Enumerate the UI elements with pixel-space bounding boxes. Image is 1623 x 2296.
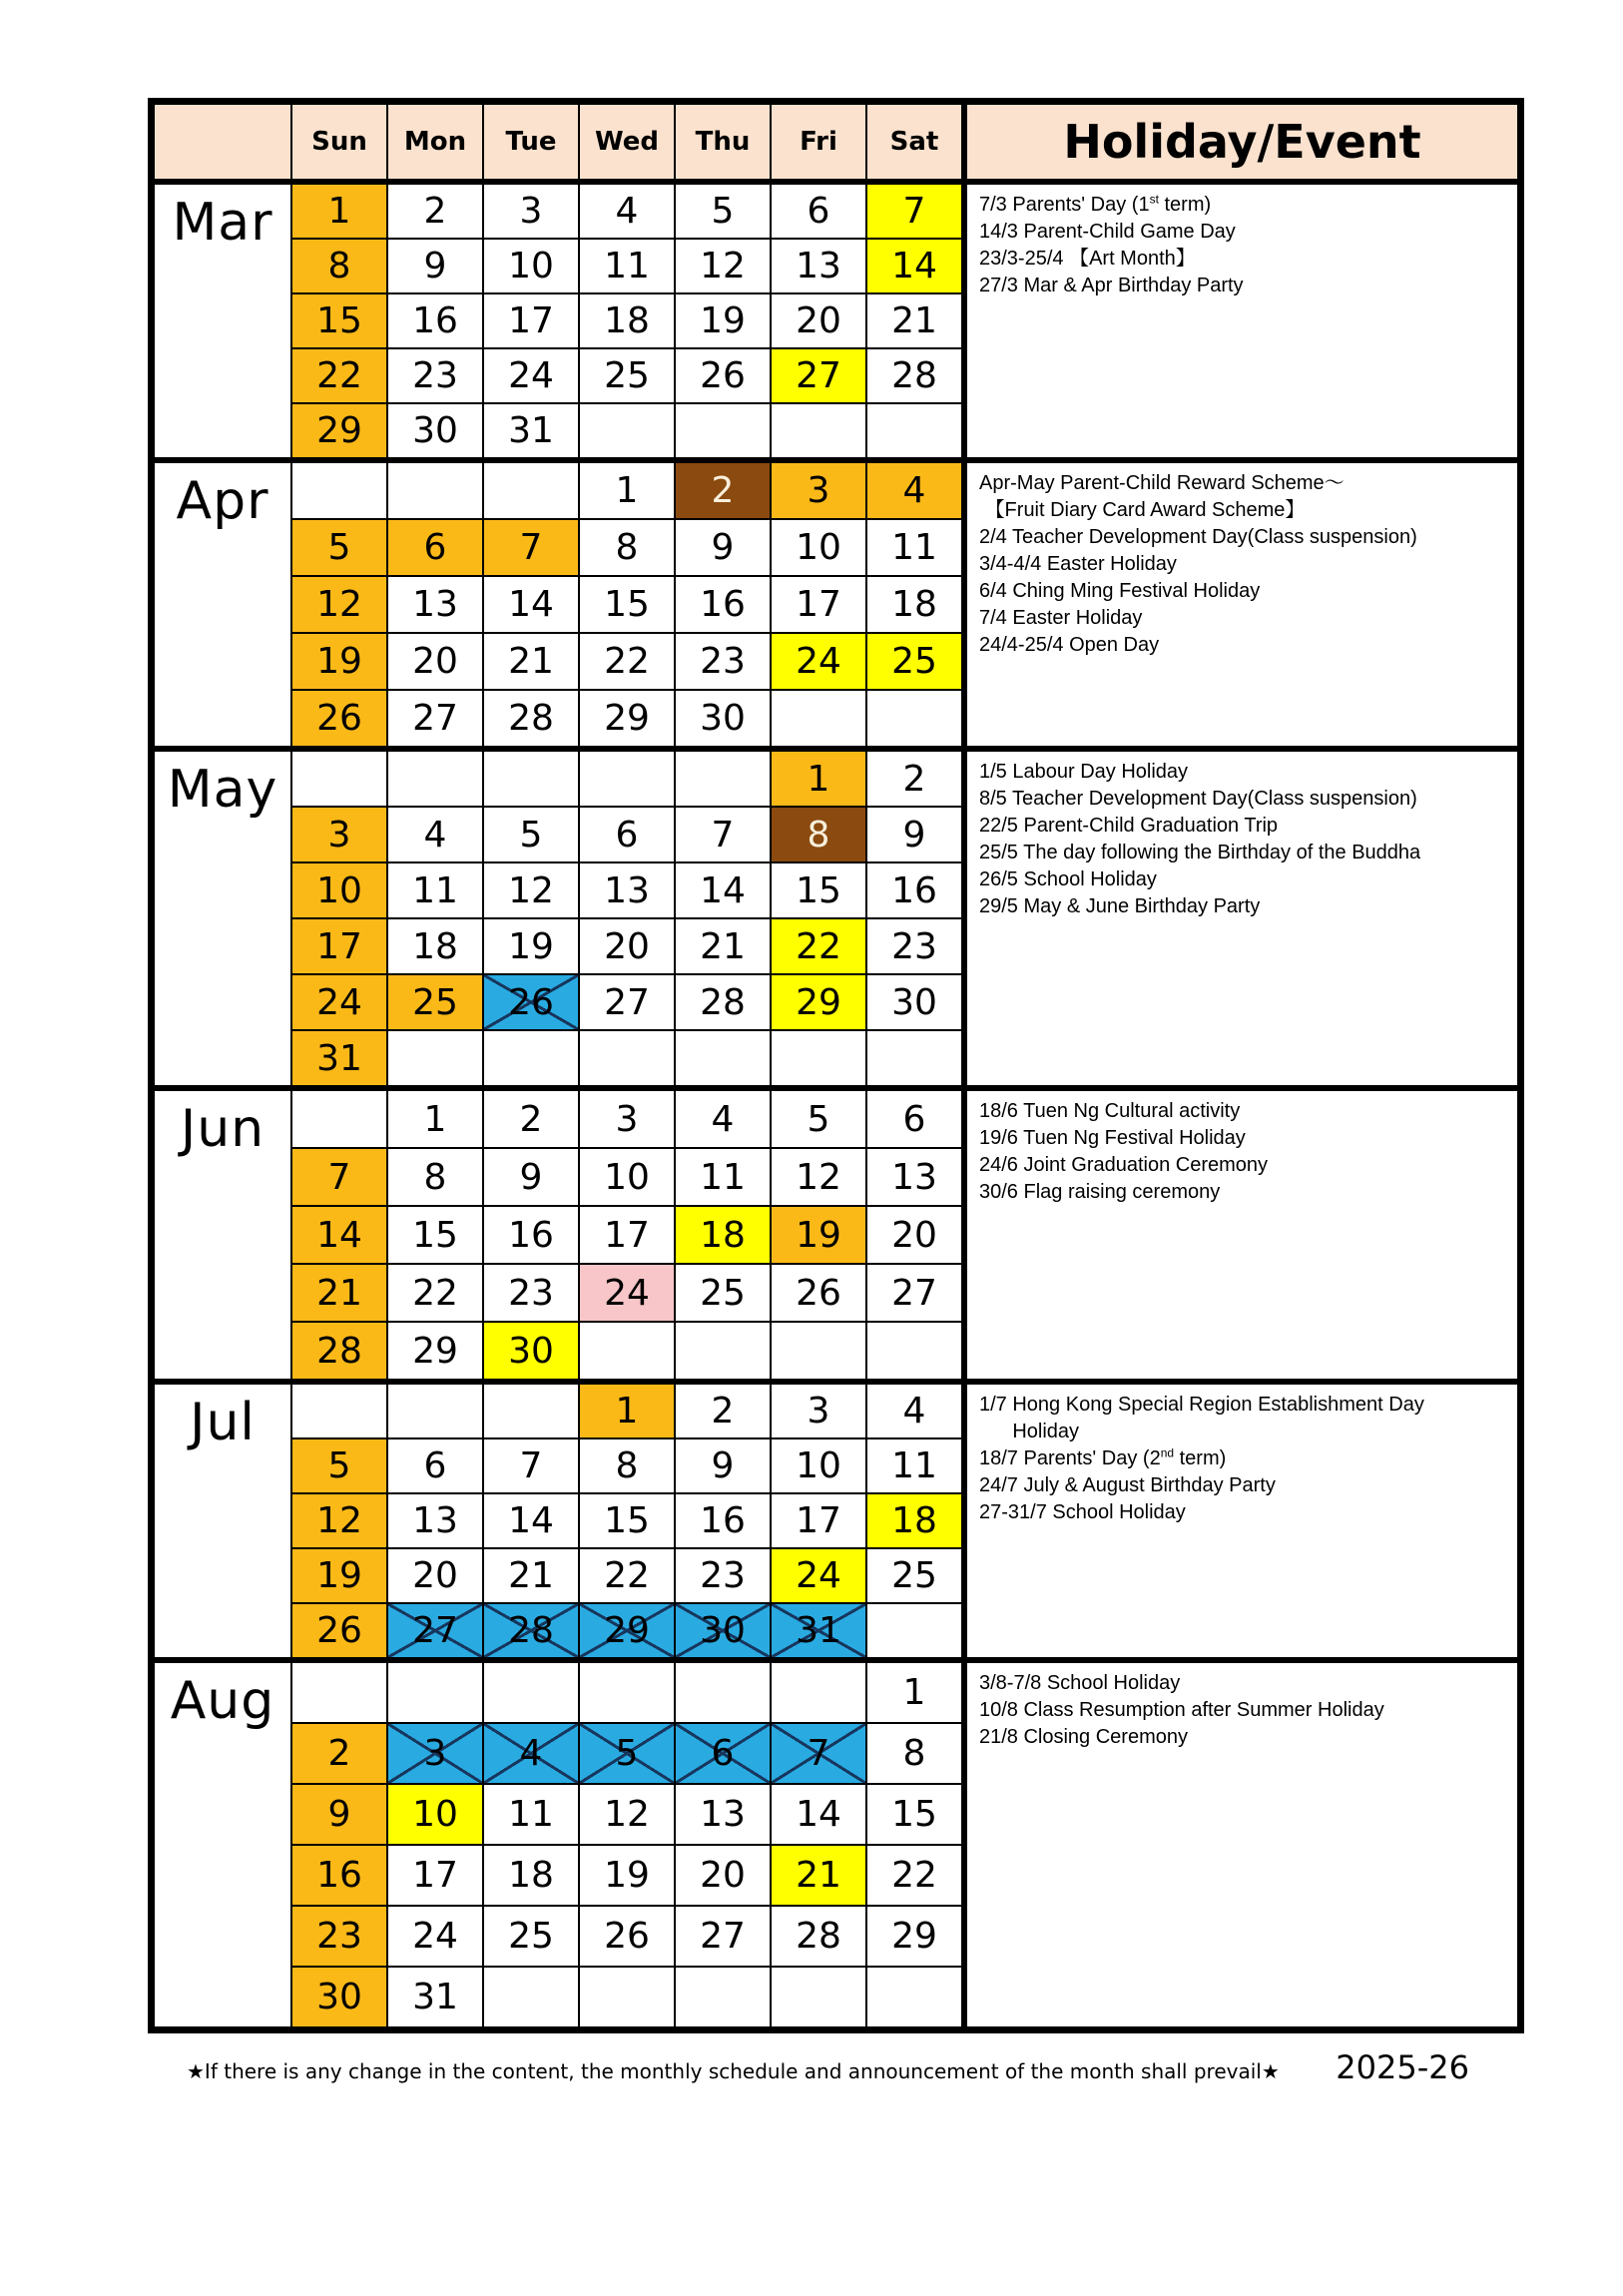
event-line: 3/8-7/8 School Holiday	[979, 1672, 1181, 1694]
empty-cell	[676, 1323, 770, 1379]
empty-cell	[388, 463, 482, 518]
weekday-header-tue: Tue	[484, 105, 578, 179]
empty-cell	[388, 752, 482, 806]
day-cell: 22	[580, 1549, 674, 1602]
month-label: Apr	[155, 463, 290, 746]
day-cell: 17	[580, 1207, 674, 1263]
day-cell: 14	[676, 863, 770, 917]
day-cell: 31	[484, 404, 578, 457]
event-line: 30/6 Flag raising ceremony	[979, 1181, 1221, 1203]
day-cell: 12	[292, 1494, 386, 1547]
day-cell: 12	[580, 1785, 674, 1844]
day-cell: 9	[676, 1439, 770, 1492]
month-label: May	[155, 752, 290, 1085]
day-cell: 12	[676, 240, 770, 292]
day-cell: 30	[867, 975, 961, 1029]
weekday-header-sun: Sun	[292, 105, 386, 179]
events-cell	[963, 185, 1517, 457]
day-cell: 9	[867, 808, 961, 861]
day-cell: 16	[292, 1846, 386, 1905]
day-cell: 12	[484, 863, 578, 917]
school-year: 2025-26	[1336, 2048, 1469, 2086]
day-cell: 28	[772, 1907, 865, 1966]
event-line: 3/4-4/4 Easter Holiday	[979, 553, 1177, 575]
day-cell: 31	[772, 1604, 865, 1657]
event-line: 29/5 May & June Birthday Party	[979, 895, 1261, 917]
month-label: Jul	[155, 1385, 290, 1657]
day-cell: 5	[292, 1439, 386, 1492]
day-cell: 23	[292, 1907, 386, 1966]
day-cell: 31	[388, 1968, 482, 2026]
day-cell: 6	[867, 1091, 961, 1147]
empty-cell	[580, 1968, 674, 2026]
day-cell: 23	[867, 919, 961, 973]
empty-cell	[676, 1968, 770, 2026]
day-cell: 14	[772, 1785, 865, 1844]
day-cell: 3	[484, 185, 578, 238]
event-line: 1/5 Labour Day Holiday	[979, 761, 1189, 783]
day-cell: 7	[867, 185, 961, 238]
empty-cell	[580, 1663, 674, 1722]
day-cell: 24	[292, 975, 386, 1029]
day-cell: 9	[292, 1785, 386, 1844]
day-cell: 25	[867, 1549, 961, 1602]
day-cell: 22	[772, 919, 865, 973]
day-cell: 2	[484, 1091, 578, 1147]
day-cell: 2	[292, 1724, 386, 1783]
day-cell: 6	[772, 185, 865, 238]
day-cell: 8	[580, 520, 674, 575]
month-section-mar	[155, 185, 1517, 463]
day-cell: 20	[580, 919, 674, 973]
event-line: 27/3 Mar & Apr Birthday Party	[979, 275, 1244, 296]
day-cell: 19	[292, 1549, 386, 1602]
day-cell: 9	[388, 240, 482, 292]
day-cell: 30	[292, 1968, 386, 2026]
empty-cell	[292, 752, 386, 806]
day-cell: 25	[867, 634, 961, 689]
day-cell: 9	[484, 1149, 578, 1205]
day-cell: 30	[484, 1323, 578, 1379]
events-cell	[963, 463, 1517, 746]
empty-cell	[292, 463, 386, 518]
empty-cell	[388, 1031, 482, 1085]
day-cell: 29	[580, 691, 674, 746]
day-cell: 24	[388, 1907, 482, 1966]
day-cell: 22	[867, 1846, 961, 1905]
event-line: 7/4 Easter Holiday	[979, 607, 1143, 629]
day-cell: 11	[867, 520, 961, 575]
day-cell: 1	[580, 463, 674, 518]
event-line: 21/8 Closing Ceremony	[979, 1726, 1188, 1748]
day-cell: 23	[676, 634, 770, 689]
day-cell: 29	[772, 975, 865, 1029]
day-cell: 23	[484, 1265, 578, 1321]
footer	[187, 2048, 1469, 2086]
empty-cell	[388, 1663, 482, 1722]
event-line: 25/5 The day following the Birthday of the Buddha	[979, 842, 1421, 863]
day-cell: 23	[388, 349, 482, 402]
day-cell: 18	[484, 1846, 578, 1905]
day-cell: 21	[292, 1265, 386, 1321]
day-cell: 29	[292, 404, 386, 457]
day-cell: 24	[580, 1265, 674, 1321]
empty-cell	[484, 1663, 578, 1722]
day-cell: 4	[676, 1091, 770, 1147]
day-cell: 3	[388, 1724, 482, 1783]
day-cell: 22	[580, 634, 674, 689]
day-cell: 6	[676, 1724, 770, 1783]
day-cell: 8	[867, 1724, 961, 1783]
events-cell	[963, 1385, 1517, 1657]
day-cell: 28	[676, 975, 770, 1029]
day-cell: 11	[867, 1439, 961, 1492]
empty-cell	[867, 1604, 961, 1657]
day-cell: 21	[772, 1846, 865, 1905]
event-line: 2/4 Teacher Development Day(Class suspension)	[979, 526, 1417, 548]
day-cell: 19	[580, 1846, 674, 1905]
event-line: 24/7 July & August Birthday Party	[979, 1474, 1276, 1496]
empty-cell	[580, 1031, 674, 1085]
weekday-header-fri: Fri	[772, 105, 865, 179]
months-container	[155, 185, 1517, 2026]
day-cell: 26	[484, 975, 578, 1029]
day-cell: 10	[484, 240, 578, 292]
weekday-header-sat: Sat	[867, 105, 961, 179]
day-cell: 16	[676, 1494, 770, 1547]
day-cell: 5	[580, 1724, 674, 1783]
day-cell: 21	[484, 1549, 578, 1602]
empty-cell	[867, 1031, 961, 1085]
day-cell: 20	[388, 1549, 482, 1602]
day-cell: 29	[580, 1604, 674, 1657]
empty-cell	[484, 1968, 578, 2026]
event-line: 23/3-25/4 【Art Month】	[979, 248, 1196, 270]
day-cell: 25	[676, 1265, 770, 1321]
corner-cell	[155, 105, 290, 179]
day-cell: 13	[867, 1149, 961, 1205]
event-line: 1/7 Hong Kong Special Region Establishment Day	[979, 1394, 1424, 1416]
day-cell: 20	[772, 294, 865, 347]
day-cell: 15	[772, 863, 865, 917]
day-cell: 21	[676, 919, 770, 973]
day-cell: 1	[772, 752, 865, 806]
day-cell: 13	[388, 577, 482, 632]
day-cell: 14	[867, 240, 961, 292]
day-cell: 24	[772, 634, 865, 689]
day-cell: 18	[867, 577, 961, 632]
day-cell: 10	[388, 1785, 482, 1844]
empty-cell	[867, 404, 961, 457]
day-cell: 18	[580, 294, 674, 347]
day-cell: 5	[772, 1091, 865, 1147]
day-cell: 10	[292, 863, 386, 917]
day-cell: 21	[867, 294, 961, 347]
event-line: 24/6 Joint Graduation Ceremony	[979, 1154, 1269, 1176]
events-cell	[963, 1091, 1517, 1379]
day-cell: 17	[292, 919, 386, 973]
day-cell: 1	[580, 1385, 674, 1437]
event-line: 10/8 Class Resumption after Summer Holiday	[979, 1699, 1384, 1721]
day-cell: 27	[772, 349, 865, 402]
calendar-table	[148, 98, 1524, 2033]
event-line: 8/5 Teacher Development Day(Class suspension)	[979, 788, 1417, 810]
day-cell: 16	[867, 863, 961, 917]
month-section-aug	[155, 1663, 1517, 2026]
day-cell: 13	[580, 863, 674, 917]
events-cell	[963, 1663, 1517, 2026]
day-cell: 12	[772, 1149, 865, 1205]
event-line: Holiday	[979, 1421, 1080, 1442]
day-cell: 1	[867, 1663, 961, 1722]
weekday-header-thu: Thu	[676, 105, 770, 179]
empty-cell	[676, 1663, 770, 1722]
day-cell: 20	[867, 1207, 961, 1263]
day-cell: 20	[388, 634, 482, 689]
footer-note: ★If there is any change in the content, the monthly schedule and announcement of the month shall prevail★	[187, 2059, 1280, 2083]
day-cell: 1	[388, 1091, 482, 1147]
day-cell: 7	[292, 1149, 386, 1205]
day-cell: 8	[292, 240, 386, 292]
day-cell: 18	[867, 1494, 961, 1547]
empty-cell	[772, 1323, 865, 1379]
day-cell: 25	[580, 349, 674, 402]
empty-cell	[484, 752, 578, 806]
event-line: 7/3 Parents' Day (1st term)	[979, 192, 1212, 216]
day-cell: 21	[484, 634, 578, 689]
empty-cell	[676, 1031, 770, 1085]
day-cell: 10	[772, 1439, 865, 1492]
event-line: 【Fruit Diary Card Award Scheme】	[979, 499, 1306, 521]
day-cell: 19	[484, 919, 578, 973]
day-cell: 11	[676, 1149, 770, 1205]
day-cell: 7	[484, 520, 578, 575]
day-cell: 8	[580, 1439, 674, 1492]
empty-cell	[484, 463, 578, 518]
day-cell: 26	[580, 1907, 674, 1966]
day-cell: 15	[292, 294, 386, 347]
month-section-apr	[155, 463, 1517, 752]
day-cell: 19	[772, 1207, 865, 1263]
day-cell: 23	[676, 1549, 770, 1602]
day-cell: 16	[484, 1207, 578, 1263]
day-cell: 6	[388, 1439, 482, 1492]
day-cell: 30	[676, 691, 770, 746]
day-cell: 7	[484, 1439, 578, 1492]
day-cell: 10	[580, 1149, 674, 1205]
day-cell: 4	[867, 463, 961, 518]
day-cell: 8	[388, 1149, 482, 1205]
day-cell: 25	[484, 1907, 578, 1966]
day-cell: 6	[388, 520, 482, 575]
empty-cell	[484, 1385, 578, 1437]
event-line: 22/5 Parent-Child Graduation Trip	[979, 815, 1279, 837]
month-section-jul	[155, 1385, 1517, 1663]
day-cell: 15	[580, 577, 674, 632]
day-cell: 8	[772, 808, 865, 861]
empty-cell	[772, 691, 865, 746]
day-cell: 24	[484, 349, 578, 402]
day-cell: 27	[580, 975, 674, 1029]
empty-cell	[292, 1091, 386, 1147]
day-cell: 28	[484, 1604, 578, 1657]
empty-cell	[292, 1663, 386, 1722]
empty-cell	[676, 752, 770, 806]
day-cell: 28	[484, 691, 578, 746]
day-cell: 27	[388, 691, 482, 746]
empty-cell	[867, 691, 961, 746]
day-cell: 9	[676, 520, 770, 575]
empty-cell	[676, 404, 770, 457]
event-line: Apr-May Parent-Child Reward Scheme～	[979, 472, 1345, 494]
day-cell: 18	[388, 919, 482, 973]
day-cell: 26	[292, 1604, 386, 1657]
day-cell: 3	[580, 1091, 674, 1147]
day-cell: 2	[676, 1385, 770, 1437]
header-row	[155, 105, 1517, 185]
day-cell: 17	[772, 1494, 865, 1547]
empty-cell	[580, 1323, 674, 1379]
event-line: 24/4-25/4 Open Day	[979, 634, 1160, 656]
day-cell: 22	[388, 1265, 482, 1321]
day-cell: 11	[388, 863, 482, 917]
day-cell: 4	[388, 808, 482, 861]
month-section-may	[155, 752, 1517, 1091]
empty-cell	[772, 404, 865, 457]
day-cell: 29	[867, 1907, 961, 1966]
day-cell: 7	[772, 1724, 865, 1783]
day-cell: 13	[676, 1785, 770, 1844]
day-cell: 2	[867, 752, 961, 806]
events-cell	[963, 752, 1517, 1085]
month-label: Mar	[155, 185, 290, 457]
weekday-header-mon: Mon	[388, 105, 482, 179]
day-cell: 27	[676, 1907, 770, 1966]
day-cell: 26	[676, 349, 770, 402]
day-cell: 3	[772, 463, 865, 518]
day-cell: 3	[292, 808, 386, 861]
day-cell: 15	[388, 1207, 482, 1263]
day-cell: 16	[388, 294, 482, 347]
day-cell: 6	[580, 808, 674, 861]
day-cell: 4	[580, 185, 674, 238]
event-line: 18/7 Parents' Day (2nd term)	[979, 1445, 1227, 1469]
day-cell: 15	[580, 1494, 674, 1547]
day-cell: 12	[292, 577, 386, 632]
day-cell: 28	[292, 1323, 386, 1379]
day-cell: 15	[867, 1785, 961, 1844]
day-cell: 14	[484, 1494, 578, 1547]
day-cell: 5	[676, 185, 770, 238]
event-line: 18/6 Tuen Ng Cultural activity	[979, 1100, 1241, 1122]
empty-cell	[867, 1968, 961, 2026]
day-cell: 14	[484, 577, 578, 632]
empty-cell	[772, 1031, 865, 1085]
day-cell: 26	[292, 691, 386, 746]
empty-cell	[580, 752, 674, 806]
month-label: Jun	[155, 1091, 290, 1379]
empty-cell	[867, 1323, 961, 1379]
event-line: 6/4 Ching Ming Festival Holiday	[979, 580, 1261, 602]
day-cell: 5	[292, 520, 386, 575]
day-cell: 11	[580, 240, 674, 292]
empty-cell	[772, 1663, 865, 1722]
day-cell: 22	[292, 349, 386, 402]
day-cell: 25	[388, 975, 482, 1029]
month-label: Aug	[155, 1663, 290, 2026]
event-line: 26/5 School Holiday	[979, 868, 1157, 890]
day-cell: 16	[676, 577, 770, 632]
day-cell: 29	[388, 1323, 482, 1379]
empty-cell	[772, 1968, 865, 2026]
day-cell: 24	[772, 1549, 865, 1602]
day-cell: 30	[676, 1604, 770, 1657]
day-cell: 4	[484, 1724, 578, 1783]
event-line: 14/3 Parent-Child Game Day	[979, 221, 1236, 243]
day-cell: 17	[388, 1846, 482, 1905]
day-cell: 27	[388, 1604, 482, 1657]
empty-cell	[292, 1385, 386, 1437]
day-cell: 17	[484, 294, 578, 347]
day-cell: 17	[772, 577, 865, 632]
day-cell: 18	[676, 1207, 770, 1263]
empty-cell	[388, 1385, 482, 1437]
day-cell: 7	[676, 808, 770, 861]
day-cell: 27	[867, 1265, 961, 1321]
day-cell: 14	[292, 1207, 386, 1263]
day-cell: 1	[292, 185, 386, 238]
day-cell: 19	[292, 634, 386, 689]
day-cell: 5	[484, 808, 578, 861]
day-cell: 2	[388, 185, 482, 238]
day-cell: 13	[772, 240, 865, 292]
day-cell: 3	[772, 1385, 865, 1437]
day-cell: 20	[676, 1846, 770, 1905]
empty-cell	[580, 404, 674, 457]
day-cell: 11	[484, 1785, 578, 1844]
holiday-event-header: Holiday/Event	[963, 105, 1517, 179]
weekday-header-wed: Wed	[580, 105, 674, 179]
day-cell: 13	[388, 1494, 482, 1547]
month-section-jun	[155, 1091, 1517, 1385]
event-line: 19/6 Tuen Ng Festival Holiday	[979, 1127, 1246, 1149]
day-cell: 26	[772, 1265, 865, 1321]
event-line: 27-31/7 School Holiday	[979, 1501, 1186, 1523]
day-cell: 28	[867, 349, 961, 402]
day-cell: 31	[292, 1031, 386, 1085]
day-cell: 30	[388, 404, 482, 457]
day-cell: 10	[772, 520, 865, 575]
day-cell: 4	[867, 1385, 961, 1437]
day-cell: 19	[676, 294, 770, 347]
empty-cell	[484, 1031, 578, 1085]
day-cell: 2	[676, 463, 770, 518]
